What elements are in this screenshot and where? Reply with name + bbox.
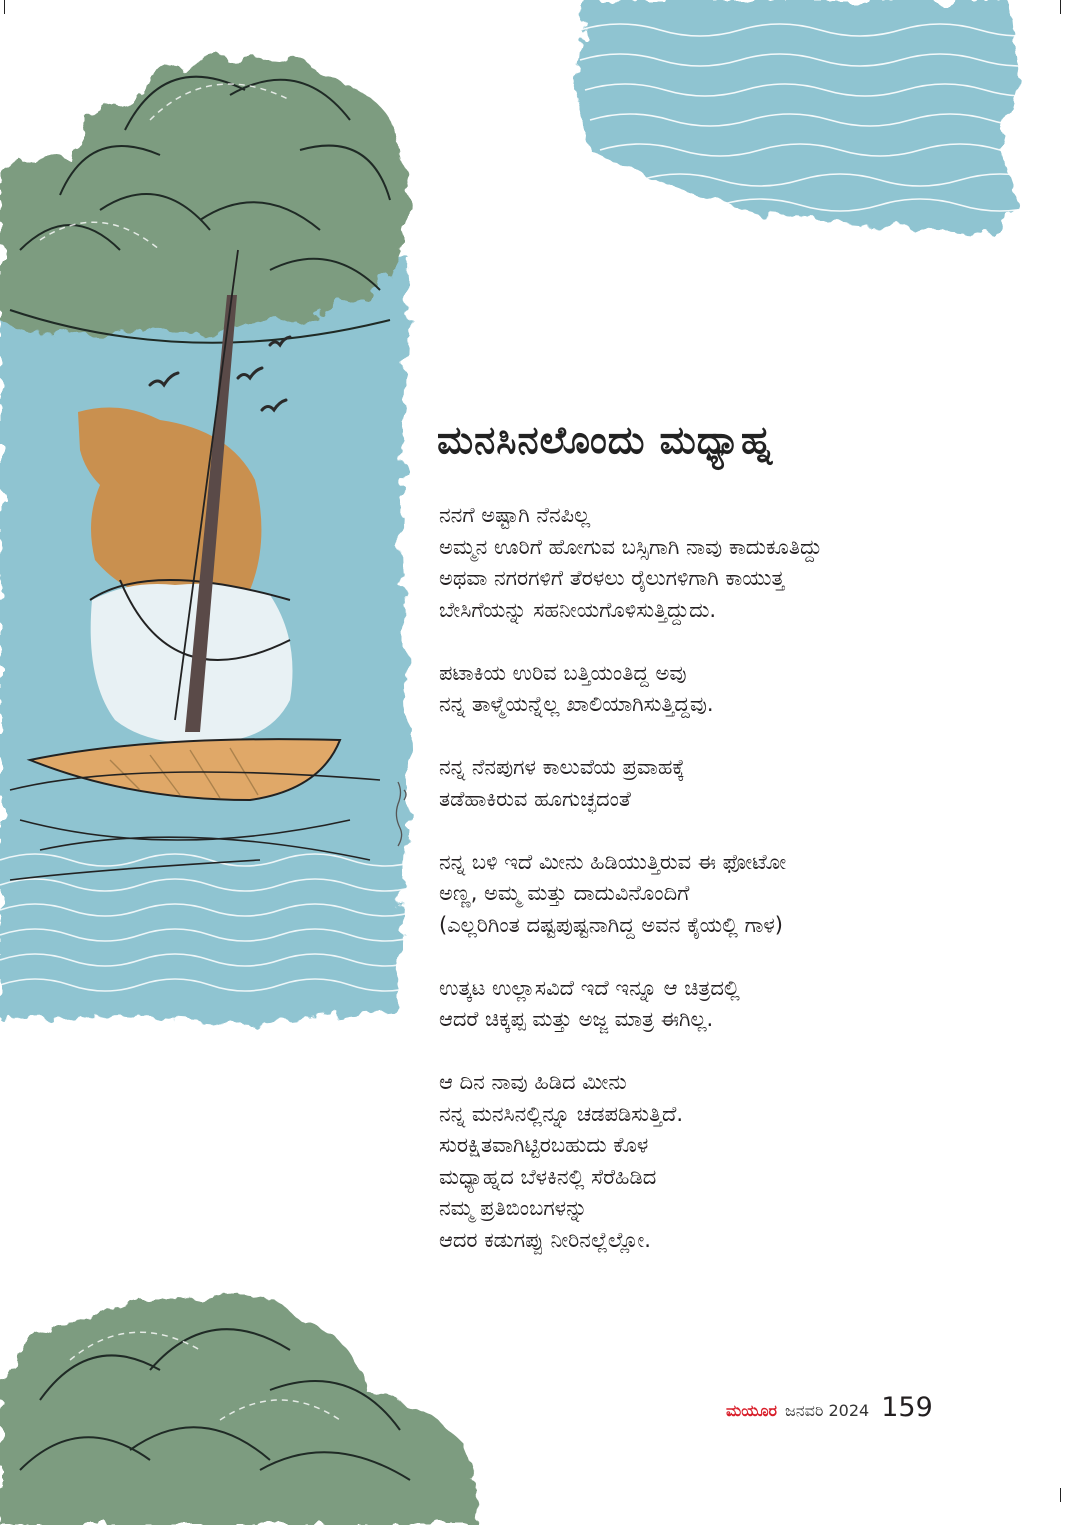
- poem-line: ಬೇಸಿಗೆಯನ್ನು ಸಹನೀಯಗೊಳಿಸುತ್ತಿದ್ದುದು.: [439, 597, 717, 622]
- poem-line: ಅಥವಾ ನಗರಗಳಿಗೆ ತೆರಳಲು ರೈಲುಗಳಿಗಾಗಿ ಕಾಯುತ್ತ: [439, 566, 785, 590]
- poem-line: ಉತ್ಕಟ ಉಲ್ಲಾಸವಿದೆ ಇದೆ ಇನ್ನೂ ಆ ಚಿತ್ರದಲ್ಲಿ: [439, 975, 740, 1000]
- page-footer: [726, 1392, 933, 1423]
- poem-line: ನನ್ನ ಬಳಿ ಇದೆ ಮೀನು ಹಿಡಿಯುತ್ತಿರುವ ಈ ಫೋಟೋ: [439, 849, 787, 874]
- poem-line: ಆದರ ಕಡುಗಪ್ಪು ನೀರಿನಲ್ಲೆಲ್ಲೋ.: [439, 1227, 651, 1252]
- poem-line: ನನ್ನ ಮನಸಿನಲ್ಲಿನ್ನೂ ಚಡಪಡಿಸುತ್ತಿದೆ.: [439, 1101, 684, 1126]
- stanza: [439, 500, 1039, 626]
- poem-line: ಅಮ್ಮನ ಊರಿಗೆ ಹೋಗುವ ಬಸ್ಸಿಗಾಗಿ ನಾವು ಕಾದುಕೂತಿದ್ದು: [439, 534, 823, 559]
- poem-line: ತಡೆಹಾಕಿರುವ ಹೂಗುಚ್ಛದಂತೆ: [439, 786, 631, 811]
- poem-line: ನನ್ನ ನೆನಪುಗಳ ಕಾಲುವೆಯ ಪ್ರವಾಹಕ್ಕೆ: [439, 755, 685, 779]
- poem-line: ಆದರೆ ಚಿಕ್ಕಪ್ಪ ಮತ್ತು ಅಜ್ಜ ಮಾತ್ರ ಈಗಿಲ್ಲ.: [439, 1007, 714, 1031]
- poem-line: ಸುರಕ್ಷಿತವಾಗಿಟ್ಟಿರಬಹುದು ಕೊಳ: [439, 1133, 649, 1157]
- crop-mark: [1060, 0, 1061, 14]
- top-water-patch: [575, 0, 1072, 235]
- crop-mark: [1060, 1488, 1061, 1502]
- page-number: 159: [881, 1392, 933, 1423]
- stanza: [439, 1067, 1039, 1256]
- poem-line: ಮಧ್ಯಾಹ್ನದ ಬೆಳಕಿನಲ್ಲಿ ಸೆರೆಹಿಡಿದ: [439, 1164, 657, 1189]
- poem-line: ಅಣ್ಣ, ಅಮ್ಮ ಮತ್ತು ದಾದುವಿನೊಂದಿಗೆ: [439, 881, 690, 905]
- poem-line: (ಎಲ್ಲರಿಗಿಂತ ದಷ್ಟಪುಷ್ಟನಾಗಿದ್ದ ಅವನ ಕೈಯಲ್ಲಿ ಗಾಳ): [439, 912, 783, 937]
- poem-title: ಮನಸಿನಲೊಂದು ಮಧ್ಯಾಹ್ನ: [437, 418, 774, 462]
- crop-mark: [4, 0, 5, 14]
- poem-body: [439, 500, 1039, 1288]
- poem-line: ನನ್ನ ತಾಳ್ಮೆಯನ್ನೆಲ್ಲ ಖಾಲಿಯಾಗಿಸುತ್ತಿದ್ದವು.: [439, 692, 714, 716]
- stanza: [439, 847, 1039, 942]
- poem-line: ನಮ್ಮ ಪ್ರತಿಬಿಂಬಗಳನ್ನು: [439, 1196, 588, 1220]
- bottom-cloud: [0, 1293, 473, 1525]
- poem-line: ಆ ದಿನ ನಾವು ಹಿಡಿದ ಮೀನು: [439, 1070, 627, 1094]
- stanza: [439, 973, 1039, 1036]
- stanza: [439, 752, 1039, 815]
- poem-line: ಪಟಾಕಿಯ ಉರಿವ ಬತ್ತಿಯಂತಿದ್ದ ಅವು: [439, 660, 687, 685]
- magazine-name: ಮಯೂರ: [726, 1401, 778, 1420]
- stanza: [439, 658, 1039, 721]
- poem-line: ನನಗೆ ಅಷ್ಟಾಗಿ ನೆನಪಿಲ್ಲ: [439, 503, 591, 527]
- issue-date: ಜನವರಿ 2024: [785, 1401, 870, 1420]
